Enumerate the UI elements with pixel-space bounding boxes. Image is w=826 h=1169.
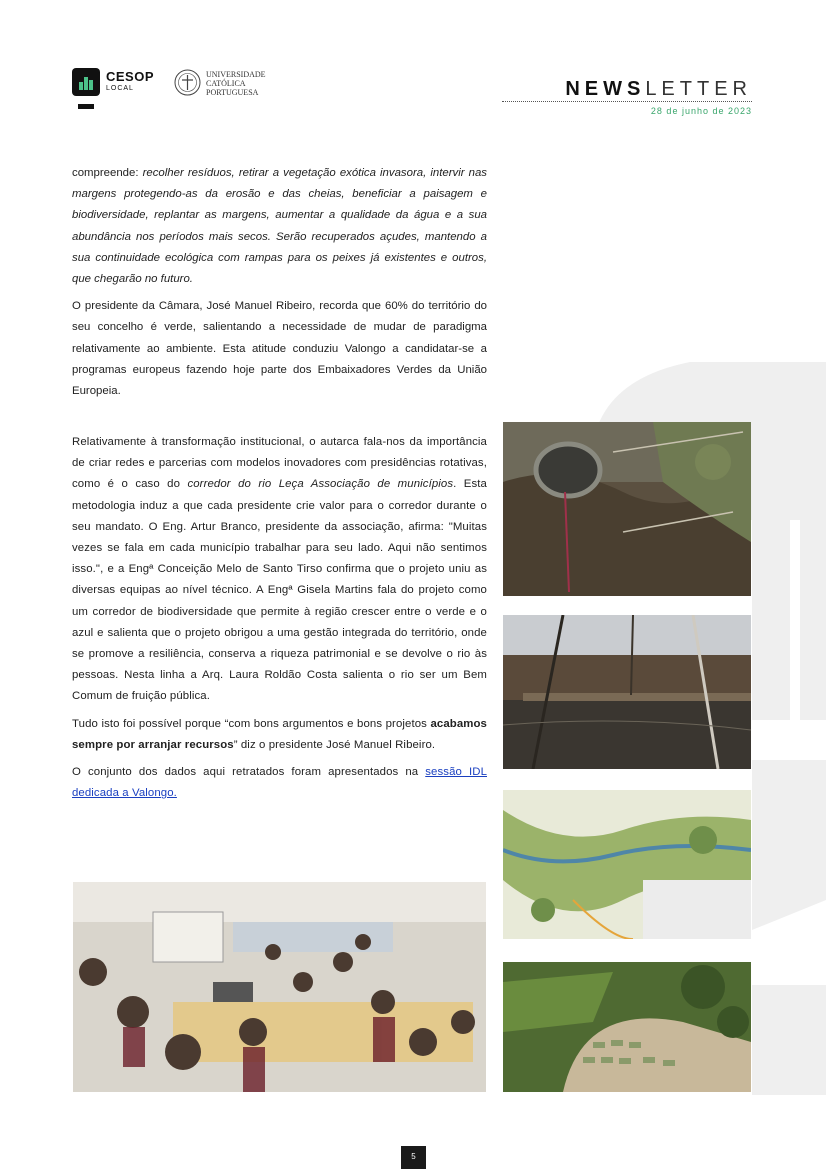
paragraph-1 (72, 163, 487, 290)
p1-italic: recolher resíduos, retirar a vegetação exótica invasora, intervir nas margens protegendo-as da erosão e das cheias, beneficiar a paisagem e biodiversidade, replantar as margens, aumentar a qualidade da água e a sua abundância nos períodos mais secos. Serão recuperados açudes, mantendo a sua continuidade ecológica com rampas para os peixes já existentes e outros, que chegarão no futuro. (72, 167, 487, 286)
cesop-subtitle: LOCAL (106, 85, 134, 92)
paragraph-2: O presidente da Câmara, José Manuel Ribeiro, recorda que 60% do território do seu concelho é verde, salientando a necessidade de mudar de paradigma relativamente ao ambiente. Esta atitude conduziu Valongo a candidatar-se a programas europeus fazendo hoje parte dos Embaixadores Verdes da União Europeia. (72, 300, 487, 398)
ucp-name (206, 70, 266, 97)
photo-river-culvert (503, 422, 751, 596)
university-seal-icon (174, 69, 201, 96)
p3-start: Relativamente à transformação institucional, o autarca fala-nos da importância de criar redes e parcerias com modelos inovadores com presidências rotativas, como é o caso do (72, 436, 487, 491)
paragraph-5 (72, 762, 487, 804)
cesop-name: CESOP (106, 69, 155, 84)
article-bottom-block (72, 432, 487, 810)
paragraph-4 (72, 714, 487, 756)
cesop-logo (72, 68, 155, 112)
ucp-logo (174, 69, 274, 99)
p3-italic: corredor do rio Leça Associação de municípios (187, 478, 454, 491)
ucp-line-2: CATÓLICA (206, 79, 246, 88)
article-top-block (72, 163, 487, 408)
newsletter-title-bold: NEWS (565, 78, 646, 100)
p4-start: Tudo isto foi possível porque “com bons argumentos e bons projetos (72, 717, 431, 730)
photo-river-bridge (503, 615, 751, 769)
photo-landscape-plan (503, 790, 751, 939)
idl-session-link[interactable]: sessão IDL dedicada a Valongo. (72, 766, 487, 800)
ucp-line-1: UNIVERSIDADE (206, 70, 266, 79)
header-rule (502, 101, 752, 102)
newsletter-title-light: LETTER (645, 78, 752, 100)
cesop-chart-icon (72, 68, 100, 96)
newsletter-date: 28 de junho de 2023 (650, 106, 752, 116)
newsletter-title (565, 78, 752, 101)
p1-start: compreende: (72, 167, 143, 179)
p4-bold: acabamos sempre por arranjar recursos (72, 717, 487, 751)
ucp-line-3: PORTUGUESA (206, 88, 259, 97)
page-number: 5 (401, 1146, 426, 1169)
photo-aerial-gardens (503, 962, 751, 1092)
photo-meeting-session (73, 882, 486, 1092)
cesop-tail-shape (78, 104, 94, 109)
p3-end: . Esta metodologia induz a que cada presidente crie valor para o corredor durante o seu mandato. O Eng. Artur Branco, presidente da associação, afirma: "Muitas vezes se fala em cada município trabalhar para seu lado. Aqui não sentimos isso.", e a Engª Conceição Melo de Santo Tirso confirma que o projeto uniu as diversas equipas ao nível técnico. A Engª Gisela Martins fala do projeto como um corredor de biodiversidade que permite à região crescer entre o verde e o azul e salienta que o projeto obrigou a uma gestão integrada do território, onde se promove a resiliência, conserva a riqueza patrimonial e se devolve o rio às pessoas. Nesta linha a Arq. Laura Roldão Costa salienta o rio ser um Bem Comum de fruição pública. (72, 478, 487, 703)
paragraph-3 (72, 432, 487, 708)
p5-start: O conjunto dos dados aqui retratados foram apresentados na (72, 766, 426, 779)
p4-end: ” diz o presidente José Manuel Ribeiro. (233, 738, 436, 751)
